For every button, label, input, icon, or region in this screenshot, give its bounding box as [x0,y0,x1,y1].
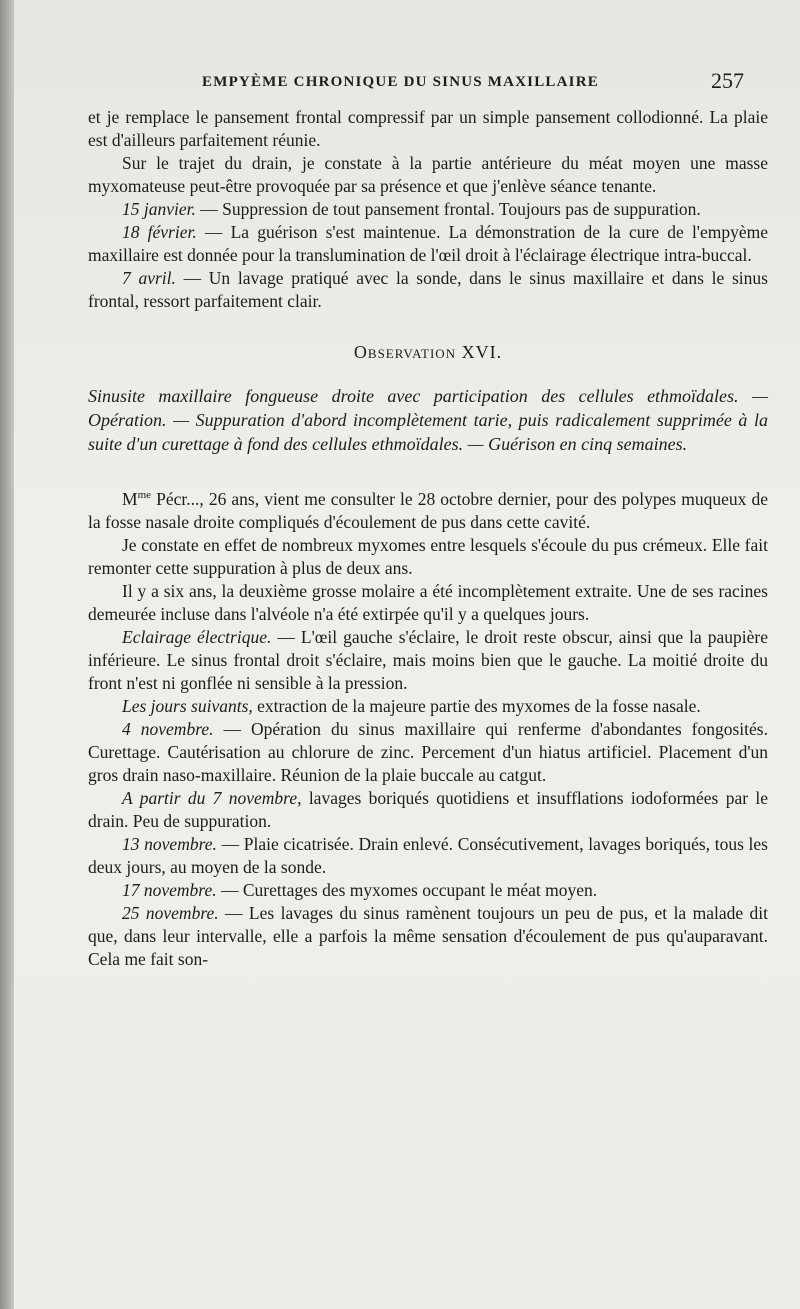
book-page [14,0,800,1309]
paragraph-text: — Les lavages du sinus ramènent toujours un peu de pus, et la malade dit que, dans leur intervalle, elle a parfois la même sensation d'écoulement de pus qu'auparavant. Cela me fait son- [88,902,768,969]
entry-date: 17 novembre. [122,879,217,900]
entry-date: A partir du 7 novembre, [122,787,302,808]
entry-date: 13 novembre. [122,833,217,854]
page-number: 257 [711,68,744,93]
paragraph-text: — Curettages des myxomes occupant le méat moyen. [216,879,598,900]
paragraph-text: — La guérison s'est maintenue. La démonstration de la cure de l'empyème maxillaire est donnée pour la translumination de l'œil droit à l'éclairage électrique intra-buccal. [88,222,768,265]
observation-heading: Observation XVI. [353,342,503,362]
paragraph [88,267,768,313]
entry-date: 7 avril. [122,268,176,288]
paragraph [88,879,768,902]
observation-summary: Sinusite maxillaire fongueuse droite avec participation des cellules ethmoïdales. — Opération. — Suppuration d'abord incomplètement tarie, puis radicalement supprimée à la suite d'un curettage à fond des cellules ethmoïdales. — Guérison en cinq semaines. [88,386,768,454]
entry-date: 18 février. [122,222,197,242]
entry-date: 4 novembre. [122,718,214,739]
paragraph [88,787,768,833]
paragraph [88,580,768,626]
page-body [88,106,768,971]
paragraph-superscript: me [137,489,152,501]
paragraph-text: lavages boriqués quotidiens et insufflations iodoformées par le drain. Peu de suppuration. [88,787,768,831]
paragraph [88,534,768,580]
paragraph [88,106,768,152]
paragraphs-top [88,106,768,313]
paragraph [88,626,768,695]
paragraph [88,484,768,534]
paragraph [88,833,768,879]
paragraph-text: Sur le trajet du drain, je constate à la partie antérieure du méat moyen une masse myxomateuse peut-être provoquée par sa présence et que j'enlève séance tenante. [88,153,768,196]
paragraph [88,902,768,971]
paragraph-text: — Suppression de tout pansement frontal. Toujours pas de suppuration. [195,199,701,219]
paragraph-text: Pécr..., 26 ans, vient me consulter le 28 octobre dernier, pour des polypes muqueux de la fosse nasale droite compliqués d'écoulement de pus dans cette cavité. [88,488,768,532]
paragraph-text: — L'œil gauche s'éclaire, le droit reste obscur, ainsi que la paupière inférieure. Le sinus frontal droit s'éclaire, mais moins bien que le gauche. La moitié droite du front n'est ni gonflée ni sensible à la pression. [88,626,768,693]
paragraph-text: extraction de la majeure partie des myxomes de la fosse nasale. [252,695,701,716]
paragraph [88,198,768,221]
entry-date: Eclairage électrique. [122,626,272,647]
paragraph-prefix: M [122,488,138,509]
paragraph-text: Je constate en effet de nombreux myxomes entre lesquels s'écoule du pus crémeux. Elle fait remonter cette suppuration à plus de deux ans. [88,534,768,578]
paragraph [88,718,768,787]
entry-date: Les jours suivants, [122,695,253,716]
entry-date: 25 novembre. [122,902,219,923]
paragraph [88,221,768,267]
running-head [14,68,800,100]
paragraph [88,695,768,718]
paragraph [88,152,768,198]
entry-date: 15 janvier. [122,199,196,219]
paragraph-text: — Plaie cicatrisée. Drain enlevé. Consécutivement, lavages boriqués, tous les deux jours, au moyen de la sonde. [88,833,768,877]
paragraph-text: — Un lavage pratiqué avec la sonde, dans le sinus maxillaire et dans le sinus frontal, ressort parfaitement clair. [88,268,768,311]
paragraphs-bottom [88,484,768,971]
running-head-title: EMPYÈME CHRONIQUE DU SINUS MAXILLAIRE [202,74,599,90]
paragraph-text: et je remplace le pansement frontal compressif par un simple pansement collodionné. La plaie est d'ailleurs parfaitement réunie. [88,107,768,150]
paragraph-text: Il y a six ans, la deuxième grosse molaire a été incomplètement extraite. Une de ses racines demeurée incluse dans l'alvéole n'a été extirpée qu'il y a quelques jours. [88,580,768,624]
page-gutter-shadow [0,0,14,1309]
paragraph-text: — Opération du sinus maxillaire qui renferme d'abondantes fongosités. Curettage. Cautérisation au chlorure de zinc. Percement d'un hiatus artificiel. Placement d'un gros drain naso-maxillaire. Réunion de la plaie buccale au catgut. [88,718,768,785]
